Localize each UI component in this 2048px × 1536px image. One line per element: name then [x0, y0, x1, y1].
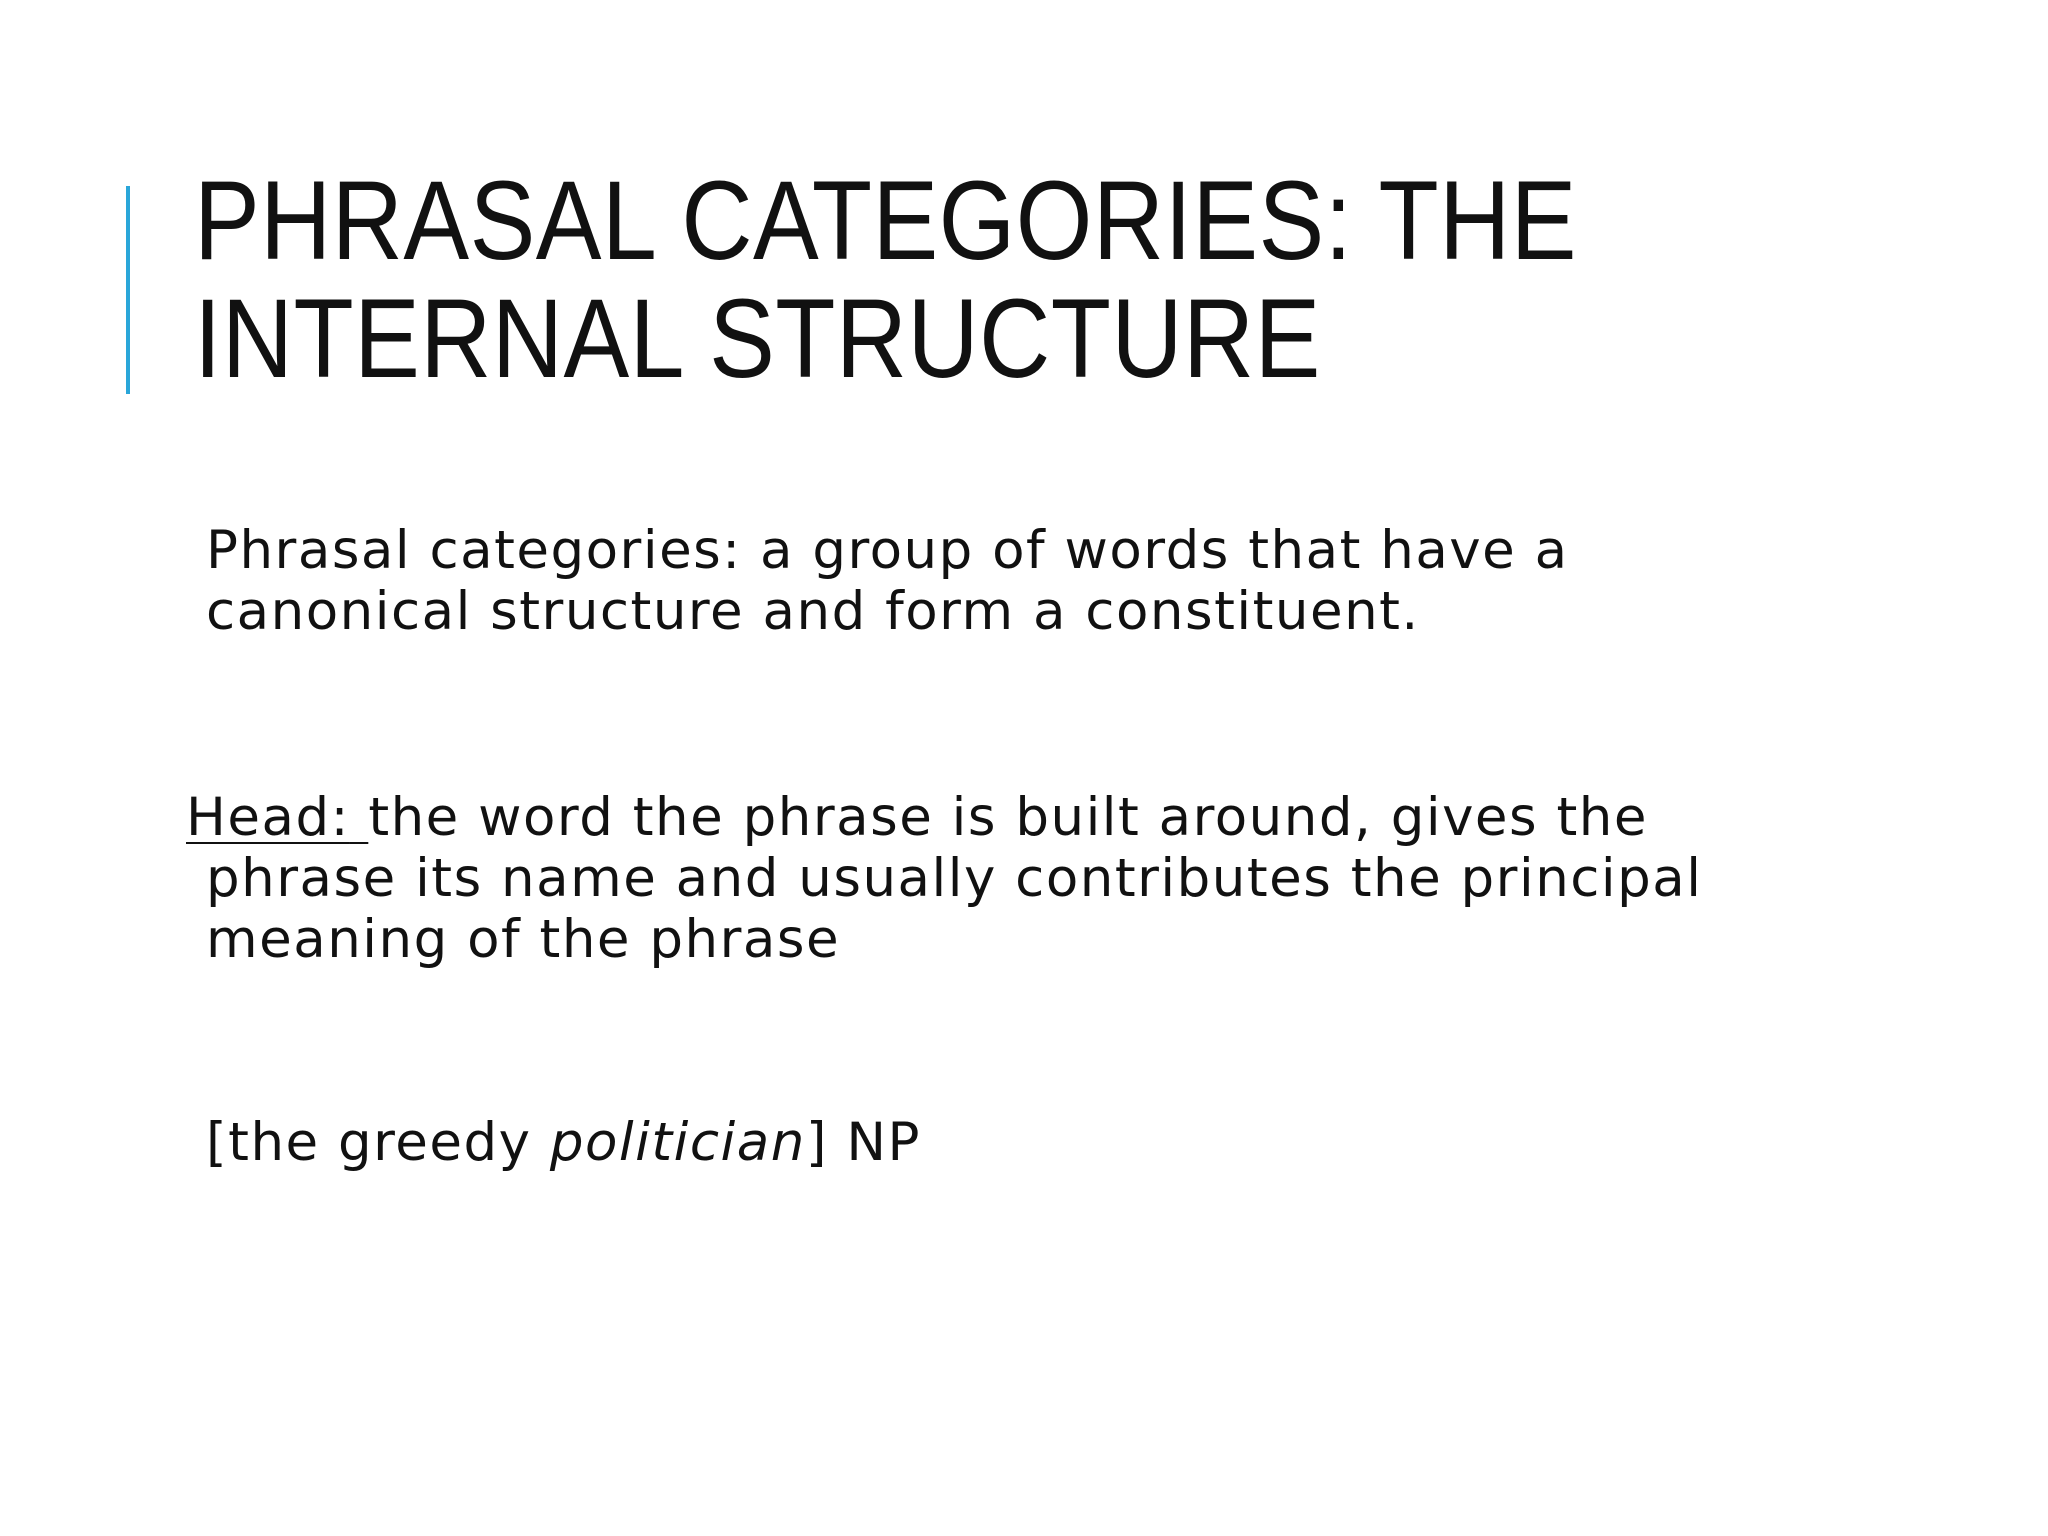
title-line-2: INTERNAL STRUCTURE [194, 276, 1321, 401]
head-definition-first-line-text: the word the phrase is built around, gives the [368, 787, 1648, 848]
np-example [206, 1112, 921, 1173]
head-definition [186, 787, 1703, 970]
head-term: Head: [186, 787, 350, 848]
example-head-word: politician [549, 1112, 806, 1173]
head-definition-line-3: meaning of the phrase [206, 909, 841, 970]
slide-title [194, 158, 1760, 401]
head-definition-line-2: phrase its name and usually contributes the principal [206, 848, 1703, 909]
example-prefix: [the greedy [206, 1112, 550, 1173]
head-term-underline-gap [350, 787, 368, 848]
definition-line-2: canonical structure and form a constituent. [206, 581, 1420, 642]
phrasal-categories-definition [206, 520, 1569, 642]
title-accent-bar [126, 186, 130, 394]
definition-line-1: Phrasal categories: a group of words that have a [206, 520, 1569, 581]
title-line-1: PHRASAL CATEGORIES: THE [194, 158, 1577, 283]
example-suffix: ] NP [805, 1112, 921, 1173]
head-definition-line-1 [186, 787, 1703, 848]
